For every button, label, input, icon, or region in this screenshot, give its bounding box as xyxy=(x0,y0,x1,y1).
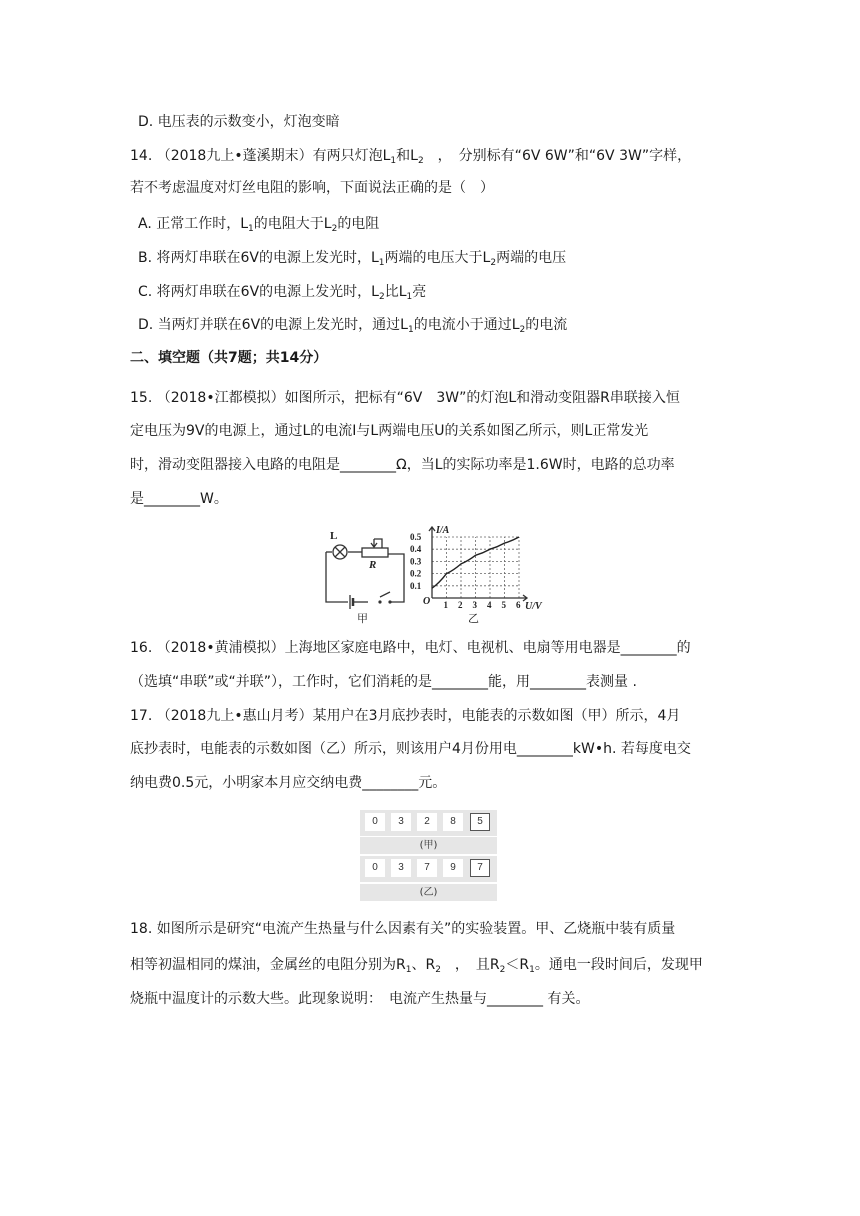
meter-b-digit: 9 xyxy=(443,859,463,877)
q14-option-b: B. 将两灯串联在6V的电源上发光时，$L_1$两端的电压大于$L_2$两端的电压 xyxy=(138,250,567,268)
y-tick-label: 0.4 xyxy=(410,544,422,555)
iu-chart xyxy=(406,522,542,626)
circuit-caption: 甲 xyxy=(357,612,368,625)
meter-a-digit: 8 xyxy=(443,813,463,831)
meter-a-digit: 2 xyxy=(417,813,437,831)
q16-line1: 16. （2018•黄浦模拟）上海地区家庭电路中，电灯、电视机、电扇等用电器是________的 xyxy=(130,640,691,656)
q17-line3: 纳电费0.5元，小明家本月应交纳电费________元。 xyxy=(130,775,447,791)
meter-b-digit: 7 xyxy=(417,859,437,877)
q14-stem-line2: 若不考虑温度对灯丝电阻的影响，下面说法正确的是（ ） xyxy=(130,180,494,196)
lamp-label: L xyxy=(330,530,338,542)
section-title: 二、填空题（共7题；共14分） xyxy=(130,350,328,366)
y-tick-label: 0.1 xyxy=(410,580,422,591)
q18-line1: 18. 如图所示是研究“电流产生热量与什么因素有关”的实验装置。甲、乙烧瓶中装有质量 xyxy=(130,921,676,937)
meter-b xyxy=(360,856,497,882)
x-tick-label: 3 xyxy=(472,600,477,610)
x-tick-label: 6 xyxy=(516,600,521,610)
meter-a-digit: 3 xyxy=(391,813,411,831)
q14-option-c: C. 将两灯串联在6V的电源上发光时，$L_2$比$L_1$亮 xyxy=(138,284,427,302)
y-axis-label: I/A xyxy=(436,525,450,536)
q17-line1: 17. （2018九上•惠山月考）某用户在3月底抄表时，电能表的示数如图（甲）所示，4月 xyxy=(130,708,681,724)
meter-a-caption: (甲) xyxy=(360,837,497,854)
origin-label: O xyxy=(423,596,431,607)
q18-line3: 烧瓶中温度计的示数大些。此现象说明： 电流产生热量与________ 有关。 xyxy=(130,991,590,1007)
y-tick-label: 0.2 xyxy=(410,568,422,579)
q14-option-a: A. 正常工作时，$L_1$的电阻大于$L_2$的电阻 xyxy=(138,216,380,234)
meter-a-digit: 5 xyxy=(470,813,490,831)
meter-a xyxy=(360,810,497,836)
y-tick-label: 0.5 xyxy=(410,532,422,542)
meter-a-digit: 0 xyxy=(365,813,385,831)
meter-b-digit: 0 xyxy=(365,859,385,877)
meter-b-digit: 7 xyxy=(470,859,490,877)
meter-b-caption: (乙) xyxy=(360,884,497,901)
x-tick-label: 5 xyxy=(501,600,506,610)
q13-option-d: D. 电压表的示数变小，灯泡变暗 xyxy=(138,114,340,130)
q15-line3: 时，滑动变阻器接入电路的电阻是________Ω，当L的实际功率是1.6W时，电路的总功率 xyxy=(130,457,675,473)
q14-option-d: D. 当两灯并联在6V的电源上发光时，通过$L_1$的电流小于通过$L_2$的电流 xyxy=(138,317,568,335)
x-tick-label: 2 xyxy=(458,600,463,610)
circuit-diagram xyxy=(316,522,416,626)
q17-line2: 底抄表时，电能表的示数如图（乙）所示，则该用户4月份用电________kW•h. 若每度电交 xyxy=(130,741,691,757)
q14-stem-line1: 14. （2018九上•蓬溪期末）有两只灯泡$L_1$和$L_2$ ， 分别标有“6V 6W”和“6V 3W”字样， xyxy=(130,148,692,166)
x-axis-label: U/V xyxy=(525,601,542,612)
q15-line2: 定电压为9V的电源上，通过L的电流I与L两端电压U的关系如图乙所示，则L正常发光 xyxy=(130,423,649,439)
q18-line2: 相等初温相同的煤油，金属丝的电阻分别为$R_1$、$R_2$ ， 且$R_2<R_1$。通电一段时间后，发现甲 xyxy=(130,957,703,975)
y-tick-label: 0.3 xyxy=(410,556,422,567)
q15-line1: 15. （2018•江都模拟）如图所示，把标有“6V 3W”的灯泡L和滑动变阻器R串联接入恒 xyxy=(130,390,680,406)
x-tick-label: 4 xyxy=(487,600,492,610)
resistor-label: R xyxy=(369,559,377,571)
q16-line2: （选填“串联”或“并联”），工作时，它们消耗的是________能，用________表测量 . xyxy=(130,674,637,690)
chart-caption: 乙 xyxy=(468,612,479,625)
meter-b-digit: 3 xyxy=(391,859,411,877)
q15-line4: 是________W。 xyxy=(130,491,228,507)
x-tick-label: 1 xyxy=(443,600,448,610)
